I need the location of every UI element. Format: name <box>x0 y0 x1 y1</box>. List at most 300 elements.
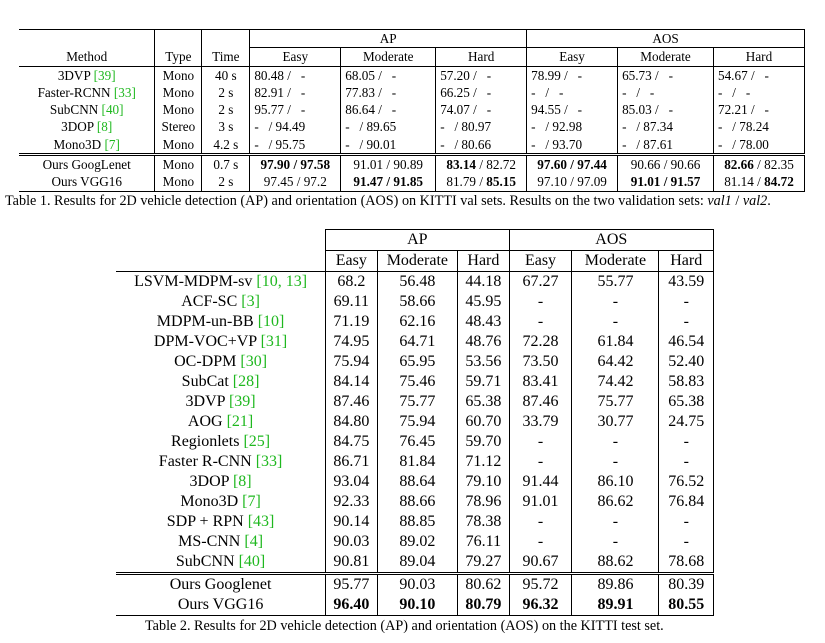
t2-method-ref: [3] <box>241 293 260 310</box>
t2-method-name: OC-DPM <box>174 353 237 370</box>
t2-ap-header: AP <box>326 230 509 251</box>
t2-method-ref: [28] <box>232 373 260 390</box>
t2-cell: 62.16 <box>377 312 458 332</box>
t2-cell: 74.95 <box>326 332 377 352</box>
t2-row <box>116 312 714 332</box>
t1-ours-method: Ours VGG16 <box>19 173 155 191</box>
t1-val2: 84.72 <box>764 174 794 190</box>
t2-ours-cell: 90.03 <box>377 574 458 596</box>
t2-method-name: SubCat <box>181 373 229 390</box>
t1-method-name: 3DOP <box>61 119 94 135</box>
t1-val2: 82.72 <box>486 157 516 173</box>
t1-time: 2 s <box>202 101 250 118</box>
t1-time: 2 s <box>202 84 250 101</box>
t1-row <box>19 66 805 84</box>
t2-cell: 64.71 <box>377 332 458 352</box>
t2-cell: 44.18 <box>458 272 509 293</box>
t1-cell: - / 93.70 <box>527 136 618 155</box>
t2-cell: 90.81 <box>326 552 377 574</box>
t2-cell: 64.42 <box>572 352 659 372</box>
t2-cell: 86.71 <box>326 452 377 472</box>
t1-cell: - / 94.49 <box>250 118 341 135</box>
t2-method <box>116 332 326 352</box>
t2-cell: 33.79 <box>509 412 572 432</box>
t1-ours-cell <box>341 173 436 191</box>
t1-cell: 54.67 / - <box>713 66 804 84</box>
t1-ours-cell <box>713 155 804 174</box>
t1-val2: 85.15 <box>486 174 516 190</box>
t1-method-ref: [40] <box>101 102 124 118</box>
t2-cell: 91.01 <box>509 492 572 512</box>
t2-cell: 76.45 <box>377 432 458 452</box>
t2-cell: 59.70 <box>458 432 509 452</box>
t2-col-ap-easy: Easy <box>326 251 377 272</box>
t1-method-ref: [7] <box>104 136 120 152</box>
t1-cell: 82.91 / - <box>250 84 341 101</box>
t2-cell: - <box>509 512 572 532</box>
t2-row <box>116 432 714 452</box>
t2-cell: 90.67 <box>509 552 572 574</box>
t1-method <box>19 101 155 118</box>
t2-method <box>116 552 326 574</box>
t2-row <box>116 392 714 412</box>
t2-method <box>116 472 326 492</box>
t1-cell: 86.64 / - <box>341 101 436 118</box>
t2-method-ref: [10, 13] <box>256 273 308 290</box>
t2-method <box>116 392 326 412</box>
t2-cell: - <box>572 432 659 452</box>
t1-method-ref: [8] <box>96 119 113 135</box>
table1-caption-val2: val2 <box>742 193 768 209</box>
t1-cell: - / 80.97 <box>436 118 527 135</box>
t2-cell: 88.85 <box>377 512 458 532</box>
t1-method <box>19 136 155 155</box>
t1-val1: 83.14 <box>446 157 477 173</box>
t1-val2: 91.85 <box>393 174 424 190</box>
t2-cell: 83.41 <box>509 372 572 392</box>
t2-cell: 75.46 <box>377 372 458 392</box>
t1-col-ap-easy: Easy <box>250 48 341 66</box>
table2 <box>116 229 714 616</box>
t2-cell: 88.66 <box>377 492 458 512</box>
t2-cell: 92.33 <box>326 492 377 512</box>
t2-method-name: SubCNN <box>175 553 235 570</box>
t1-val1: 97.45 <box>263 174 294 190</box>
t1-val2: 91.57 <box>670 174 701 190</box>
t1-val1: 81.79 <box>446 174 477 190</box>
t2-method <box>116 532 326 552</box>
t2-ours-row <box>116 574 714 596</box>
t1-row <box>19 118 805 135</box>
t2-body <box>116 272 714 616</box>
t1-cell: - / 90.01 <box>341 136 436 155</box>
t2-cell: 67.27 <box>509 272 572 293</box>
t2-row <box>116 272 714 293</box>
t2-cell: 46.54 <box>659 332 714 352</box>
t1-cell: - / 78.00 <box>713 136 804 155</box>
table1-caption <box>5 193 771 210</box>
t2-cell: 75.77 <box>572 392 659 412</box>
t2-ours-cell: 96.32 <box>509 595 572 616</box>
t2-cell: 90.14 <box>326 512 377 532</box>
t1-ours-row <box>19 155 805 174</box>
t1-cell: - / - <box>713 84 804 101</box>
t2-cell: 75.94 <box>377 412 458 432</box>
t2-row <box>116 332 714 352</box>
t1-time: 3 s <box>202 118 250 135</box>
t2-cell: - <box>509 452 572 472</box>
t1-slash: / <box>383 157 394 173</box>
t2-row <box>116 552 714 574</box>
t2-method-ref: [21] <box>226 413 254 430</box>
t2-ours-cell: 80.62 <box>458 574 509 596</box>
t2-cell: 88.62 <box>572 552 659 574</box>
t2-cell: - <box>659 312 714 332</box>
t2-cell: 78.96 <box>458 492 509 512</box>
t2-method <box>116 452 326 472</box>
t1-row <box>19 84 805 101</box>
t2-method-name: Mono3D <box>180 493 239 510</box>
t2-cell: - <box>572 532 659 552</box>
t2-cell: 72.28 <box>509 332 572 352</box>
t2-method-ref: [4] <box>244 533 264 550</box>
t1-val1: 97.90 <box>260 157 291 173</box>
t2-col-ap-hard: Hard <box>458 251 509 272</box>
t1-cell: 57.20 / - <box>436 66 527 84</box>
t2-row <box>116 352 714 372</box>
t2-method-ref: [43] <box>247 513 275 530</box>
t1-val1: 91.47 <box>353 174 384 190</box>
t2-method-name: 3DOP <box>189 473 229 490</box>
t1-type: Mono <box>155 101 202 118</box>
t1-cell: - / 92.98 <box>527 118 618 135</box>
t1-slash: / <box>383 174 394 190</box>
t1-ours-cell <box>618 155 714 174</box>
t1-method-name: SubCNN <box>49 102 99 118</box>
t2-cell: - <box>659 452 714 472</box>
t2-method-name: MDPM-un-BB <box>156 313 254 330</box>
t2-row <box>116 492 714 512</box>
t1-ap-header: AP <box>250 30 527 48</box>
t1-col-ap-hard: Hard <box>436 48 527 66</box>
t2-cell: 88.64 <box>377 472 458 492</box>
t1-method-name: Faster-RCNN <box>37 84 111 100</box>
t1-ours-method: Ours GoogLenet <box>19 155 155 174</box>
t2-method-ref: [8] <box>232 473 252 490</box>
t1-val1: 91.01 <box>353 157 384 173</box>
t1-cell: 66.25 / - <box>436 84 527 101</box>
t2-cell: 84.75 <box>326 432 377 452</box>
t1-cell: 72.21 / - <box>713 101 804 118</box>
t2-cell: 86.62 <box>572 492 659 512</box>
t2-method-ref: [30] <box>240 353 268 370</box>
t1-val1: 90.66 <box>630 157 661 173</box>
t1-cell: - / 95.75 <box>250 136 341 155</box>
t1-ours-cell <box>436 173 527 191</box>
t2-cell: - <box>509 292 572 312</box>
t2-cell: - <box>659 532 714 552</box>
t2-cell: 53.56 <box>458 352 509 372</box>
t1-col-aos-moderate: Moderate <box>618 48 714 66</box>
t2-cell: 48.76 <box>458 332 509 352</box>
t1-ours-cell <box>527 155 618 174</box>
t1-val2: 90.89 <box>393 157 424 173</box>
t2-row <box>116 452 714 472</box>
t2-cell: 89.02 <box>377 532 458 552</box>
t2-ours-method: Ours Googlenet <box>116 574 326 596</box>
t2-cell: - <box>509 432 572 452</box>
t2-cell: 71.12 <box>458 452 509 472</box>
t1-type: Stereo <box>155 118 202 135</box>
t1-time: 4.2 s <box>202 136 250 155</box>
t1-ours-type: Mono <box>155 155 202 174</box>
t2-ours-cell: 80.79 <box>458 595 509 616</box>
t1-cell: - / 89.65 <box>341 118 436 135</box>
t2-cell: 91.44 <box>509 472 572 492</box>
t2-cell: - <box>509 532 572 552</box>
t2-method <box>116 512 326 532</box>
t2-cell: - <box>572 312 659 332</box>
t1-slash: / <box>753 174 765 190</box>
t2-method-ref: [31] <box>260 333 288 350</box>
t1-cell: 77.83 / - <box>341 84 436 101</box>
t1-slash: / <box>293 174 304 190</box>
t1-cell: 65.73 / - <box>618 66 714 84</box>
t2-cell: 24.75 <box>659 412 714 432</box>
t2-ours-cell: 95.72 <box>509 574 572 596</box>
t1-val1: 97.10 <box>537 174 567 190</box>
t1-type: Mono <box>155 136 202 155</box>
t2-method <box>116 412 326 432</box>
t2-row <box>116 472 714 492</box>
t2-cell: 43.59 <box>659 272 714 293</box>
t2-method-name: Regionlets <box>171 433 240 450</box>
t2-cell: 87.46 <box>509 392 572 412</box>
t1-ours-time: 2 s <box>202 173 250 191</box>
t1-type: Mono <box>155 66 202 84</box>
t1-cell: 74.07 / - <box>436 101 527 118</box>
t1-body <box>19 66 805 191</box>
t2-cell: 73.50 <box>509 352 572 372</box>
table1 <box>19 29 805 192</box>
t2-cell: 75.77 <box>377 392 458 412</box>
t2-cell: 55.77 <box>572 272 659 293</box>
t1-val2: 97.2 <box>303 174 327 190</box>
t1-val1: 91.01 <box>630 174 661 190</box>
t1-cell: - / 80.66 <box>436 136 527 155</box>
table1-caption-sep: / <box>731 193 743 209</box>
t2-row <box>116 292 714 312</box>
t2-cell: 74.42 <box>572 372 659 392</box>
t2-method <box>116 432 326 452</box>
t2-cell: - <box>572 452 659 472</box>
t1-col-time: Time <box>202 48 250 66</box>
t2-cell: 58.66 <box>377 292 458 312</box>
t1-col-aos-easy: Easy <box>527 48 618 66</box>
t2-cell: 52.40 <box>659 352 714 372</box>
t1-cell: 94.55 / - <box>527 101 618 118</box>
t2-ours-cell: 90.10 <box>377 595 458 616</box>
t1-val1: 97.60 <box>537 157 567 173</box>
t2-cell: 65.95 <box>377 352 458 372</box>
t2-ours-cell: 89.86 <box>572 574 659 596</box>
t1-cell: - / 87.34 <box>618 118 714 135</box>
t2-cell: 84.80 <box>326 412 377 432</box>
t2-method-name: MS-CNN <box>178 533 241 550</box>
t1-aos-header: AOS <box>527 30 805 48</box>
t2-cell: 81.84 <box>377 452 458 472</box>
t1-col-aos-hard: Hard <box>713 48 804 66</box>
t1-val1: 81.14 <box>724 174 754 190</box>
t2-method-name: 3DVP <box>185 393 225 410</box>
t1-method-name: Mono3D <box>53 136 102 152</box>
t2-ours-cell: 96.40 <box>326 595 377 616</box>
t1-ours-cell <box>713 173 804 191</box>
t1-slash: / <box>566 157 578 173</box>
t1-method-ref: [33] <box>113 84 136 100</box>
t2-cell: 71.19 <box>326 312 377 332</box>
table2-caption: Table 2. Results for 2D vehicle detection (AP) and orientation (AOS) on the KITTI test set. <box>145 618 664 634</box>
t2-cell: 89.04 <box>377 552 458 574</box>
t2-method-ref: [25] <box>243 433 271 450</box>
t2-method-ref: [7] <box>242 493 261 510</box>
t1-type: Mono <box>155 84 202 101</box>
t2-cell: 76.84 <box>659 492 714 512</box>
t2-cell: 59.71 <box>458 372 509 392</box>
t2-cell: 56.48 <box>377 272 458 293</box>
t2-row <box>116 412 714 432</box>
t1-slash: / <box>290 157 301 173</box>
t2-col-aos-hard: Hard <box>659 251 714 272</box>
t1-cell: - / 78.24 <box>713 118 804 135</box>
t1-slash: / <box>476 174 487 190</box>
t2-cell: 86.10 <box>572 472 659 492</box>
t1-ours-type: Mono <box>155 173 202 191</box>
t2-ours-row <box>116 595 714 616</box>
t2-cell: 65.38 <box>659 392 714 412</box>
t1-slash: / <box>566 174 578 190</box>
t2-cell: 76.52 <box>659 472 714 492</box>
t2-method <box>116 272 326 293</box>
t1-slash: / <box>476 157 487 173</box>
t2-cell: 45.95 <box>458 292 509 312</box>
t1-cell: - / - <box>527 84 618 101</box>
t1-cell: - / 87.61 <box>618 136 714 155</box>
t2-method-ref: [10] <box>257 313 285 330</box>
t1-ours-cell <box>527 173 618 191</box>
t2-method <box>116 372 326 392</box>
t1-method-ref: [39] <box>93 67 116 83</box>
t1-val2: 97.58 <box>300 157 331 173</box>
t2-ours-cell: 89.91 <box>572 595 659 616</box>
t2-cell: 58.83 <box>659 372 714 392</box>
t2-cell: 76.11 <box>458 532 509 552</box>
t2-cell: 93.04 <box>326 472 377 492</box>
t2-method-name: AOG <box>187 413 223 430</box>
t2-cell: 61.84 <box>572 332 659 352</box>
t1-slash: / <box>660 157 671 173</box>
t1-ours-cell <box>436 155 527 174</box>
t2-cell: 30.77 <box>572 412 659 432</box>
t2-cell: 90.03 <box>326 532 377 552</box>
t1-method <box>19 84 155 101</box>
t2-method-ref: [40] <box>238 553 266 570</box>
t1-val2: 82.35 <box>764 157 794 173</box>
t2-method <box>116 492 326 512</box>
t2-method-name: LSVM-MDPM-sv <box>134 273 253 290</box>
t2-cell: - <box>572 512 659 532</box>
t2-cell: 65.38 <box>458 392 509 412</box>
table1-caption-val1: val1 <box>707 193 732 209</box>
t1-method-name: 3DVP <box>57 67 91 83</box>
t1-ours-cell <box>618 173 714 191</box>
t1-ours-cell <box>250 173 341 191</box>
t2-method-name: DPM-VOC+VP <box>153 333 257 350</box>
t1-row <box>19 101 805 118</box>
t1-val2: 90.66 <box>670 157 701 173</box>
t1-ours-cell <box>341 155 436 174</box>
t2-cell: - <box>659 432 714 452</box>
t2-col-aos-easy: Easy <box>509 251 572 272</box>
t2-cell: - <box>659 512 714 532</box>
t2-method <box>116 312 326 332</box>
t2-row <box>116 532 714 552</box>
t2-method <box>116 292 326 312</box>
t1-time: 40 s <box>202 66 250 84</box>
t2-cell: 87.46 <box>326 392 377 412</box>
t1-ours-row <box>19 173 805 191</box>
t2-cell: - <box>572 292 659 312</box>
t2-ours-method: Ours VGG16 <box>116 595 326 616</box>
t1-val1: 82.66 <box>724 157 754 173</box>
t1-row <box>19 136 805 155</box>
t2-cell: 69.11 <box>326 292 377 312</box>
t1-ours-cell <box>250 155 341 174</box>
t2-method-name: ACF-SC <box>181 293 238 310</box>
t2-cell: - <box>509 312 572 332</box>
t1-col-method: Method <box>19 48 155 66</box>
t1-method <box>19 118 155 135</box>
t2-cell: 78.68 <box>659 552 714 574</box>
t2-ours-cell: 80.55 <box>659 595 714 616</box>
t2-method-name: Faster R-CNN <box>158 453 252 470</box>
t1-val2: 97.44 <box>577 157 607 173</box>
t1-col-ap-moderate: Moderate <box>341 48 436 66</box>
t2-col-ap-moderate: Moderate <box>377 251 458 272</box>
t1-ours-time: 0.7 s <box>202 155 250 174</box>
table1-caption-end: . <box>767 193 771 209</box>
t2-row <box>116 372 714 392</box>
t2-method <box>116 352 326 372</box>
t1-val2: 97.09 <box>577 174 607 190</box>
t2-cell: - <box>659 292 714 312</box>
t2-cell: 79.10 <box>458 472 509 492</box>
t1-method <box>19 66 155 84</box>
t1-cell: 78.99 / - <box>527 66 618 84</box>
t1-cell: 68.05 / - <box>341 66 436 84</box>
t2-cell: 60.70 <box>458 412 509 432</box>
t1-cell: 80.48 / - <box>250 66 341 84</box>
t2-ours-cell: 95.77 <box>326 574 377 596</box>
t1-corner <box>19 30 155 48</box>
t2-aos-header: AOS <box>509 230 713 251</box>
t2-cell: 68.2 <box>326 272 377 293</box>
t1-cell: 85.03 / - <box>618 101 714 118</box>
t1-cell: - / - <box>618 84 714 101</box>
t2-method-name: SDP + RPN <box>166 513 244 530</box>
t2-col-aos-moderate: Moderate <box>572 251 659 272</box>
t2-cell: 78.38 <box>458 512 509 532</box>
